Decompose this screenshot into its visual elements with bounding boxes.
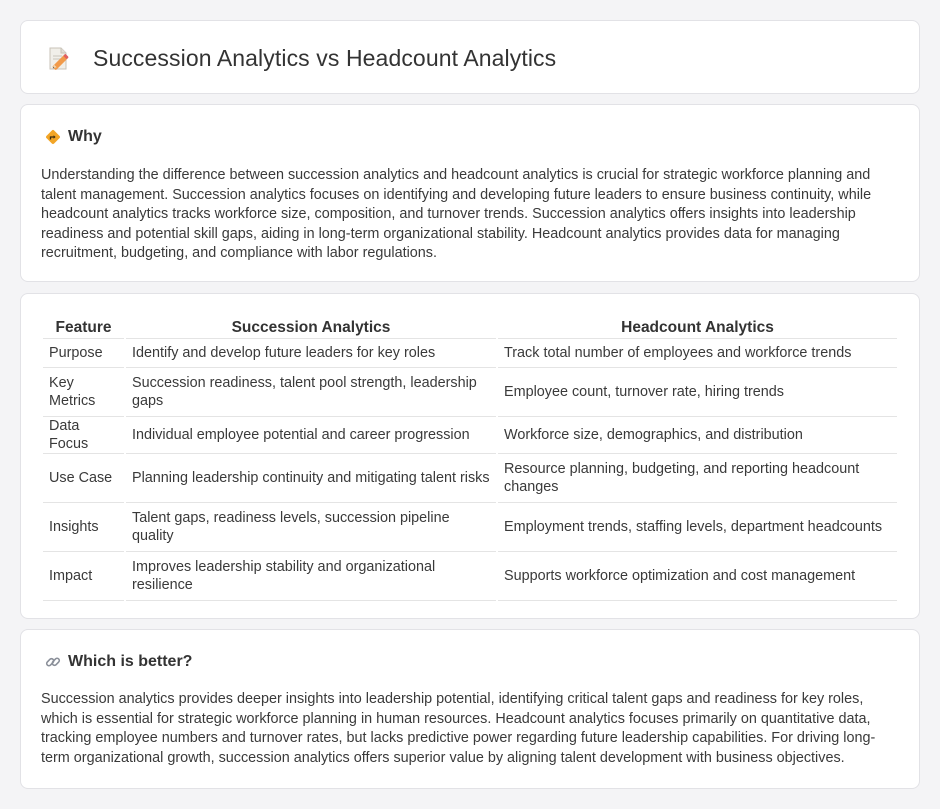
link-icon [45, 654, 61, 670]
header-feature: Feature [43, 317, 124, 339]
feature-cell: Insights [43, 503, 124, 552]
header-succession: Succession Analytics [126, 317, 496, 339]
feature-cell: Use Case [43, 454, 124, 503]
better-text: Succession analytics provides deeper insights into leadership potential, identifying critical talent gaps and readiness for key roles, which is essential for strategic workforce planning in human resources. Headcount analytics focuses primarily on quantitative data, tracking employee numbers and turnover rates, but lacks predictive power regarding future leadership capabilities. For driving long-term organizational growth, succession analytics offers superior value by aligning talent development with business objectives. [41, 691, 876, 766]
table-row [43, 552, 897, 601]
title-card [20, 20, 920, 94]
comparison-section [20, 293, 920, 619]
headcount-cell: Employment trends, staffing levels, department headcounts [498, 503, 897, 552]
headcount-cell: Workforce size, demographics, and distribution [498, 417, 897, 454]
table-header-row [43, 317, 897, 339]
document-pencil-icon [45, 46, 71, 72]
why-text: Understanding the difference between succession analytics and headcount analytics is crucial for strategic workforce planning and talent management. Succession analytics focuses on identifying and developing future leaders to ensure business continuity, while headcount analytics tracks workforce size, composition, and turnover trends. Succession analytics offers insights into leadership readiness and potential skill gaps, aiding in long-term organizational stability. Headcount analytics provides data for managing recruitment, budgeting, and compliance with labor regulations. [41, 167, 872, 262]
feature-cell: Key Metrics [43, 368, 124, 417]
comparison-table [41, 317, 899, 601]
why-header [45, 128, 102, 146]
title-row [45, 45, 556, 72]
why-section [20, 104, 920, 282]
better-header [45, 653, 192, 671]
feature-cell: Data Focus [43, 417, 124, 454]
why-title: Why [68, 128, 102, 145]
header-headcount: Headcount Analytics [498, 317, 897, 339]
succession-cell: Identify and develop future leaders for key roles [126, 339, 496, 368]
table-row [43, 503, 897, 552]
succession-cell: Improves leadership stability and organizational resilience [126, 552, 496, 601]
table-row [43, 417, 897, 454]
headcount-cell: Supports workforce optimization and cost management [498, 552, 897, 601]
headcount-cell: Track total number of employees and workforce trends [498, 339, 897, 368]
headcount-cell: Resource planning, budgeting, and reporting headcount changes [498, 454, 897, 503]
table-row [43, 454, 897, 503]
page-title: Succession Analytics vs Headcount Analytics [93, 45, 557, 71]
succession-cell: Talent gaps, readiness levels, succession pipeline quality [126, 503, 496, 552]
succession-cell: Planning leadership continuity and mitigating talent risks [126, 454, 496, 503]
succession-cell: Individual employee potential and career progression [126, 417, 496, 454]
diamond-directions-icon [45, 129, 61, 145]
headcount-cell: Employee count, turnover rate, hiring trends [498, 368, 897, 417]
feature-cell: Impact [43, 552, 124, 601]
table-row [43, 368, 897, 417]
which-is-better-section [20, 629, 920, 789]
succession-cell: Succession readiness, talent pool strength, leadership gaps [126, 368, 496, 417]
better-title: Which is better? [68, 653, 193, 670]
feature-cell: Purpose [43, 339, 124, 368]
table-row [43, 339, 897, 368]
